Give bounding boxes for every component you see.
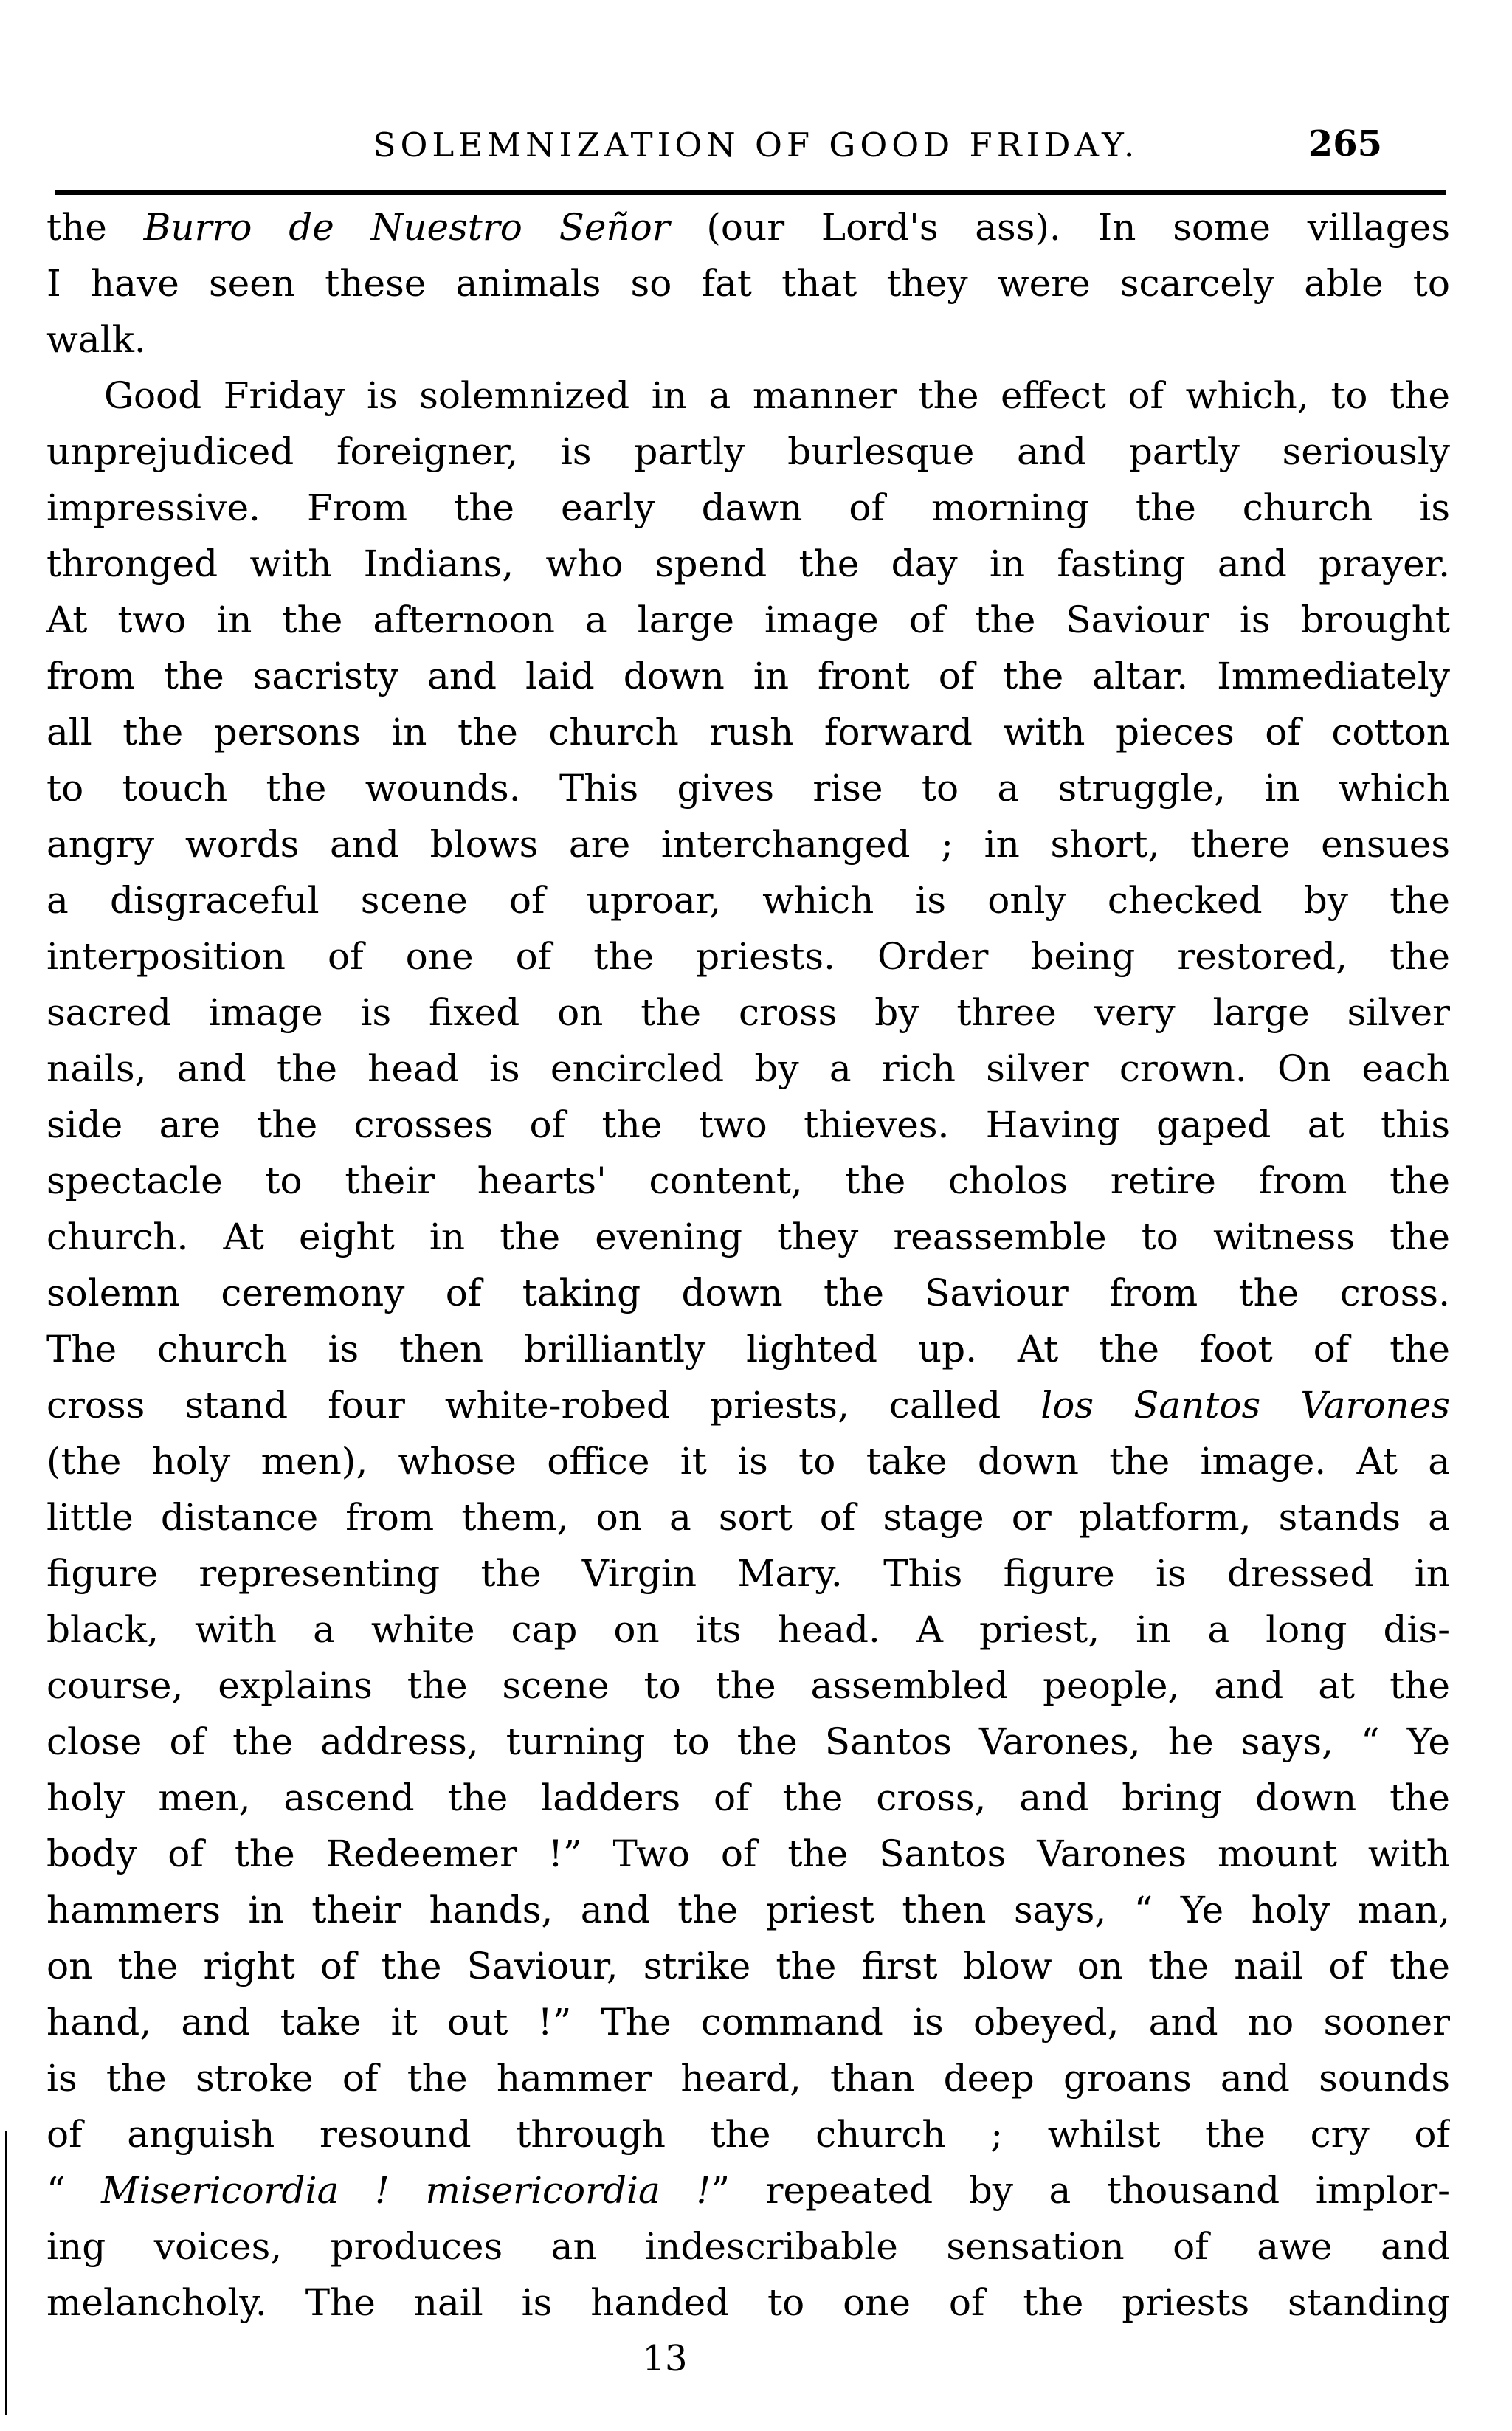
text-segment: from the sacristy and laid down in front of the altar. Immediately xyxy=(46,655,1450,697)
text-line xyxy=(46,1601,1450,1658)
text-segment: Good Friday is solemnized in a manner the effect of which, to the xyxy=(104,374,1450,417)
text-segment: interposition of one of the priests. Order being restored, the xyxy=(46,935,1450,978)
text-line xyxy=(46,368,1450,424)
text-line xyxy=(46,1938,1450,1994)
text-line xyxy=(46,592,1450,648)
text-segment: nails, and the head is encircled by a rich silver crown. On each xyxy=(46,1047,1450,1090)
text-line xyxy=(46,704,1450,760)
text-segment: figure representing the Virgin Mary. This figure is dressed in xyxy=(46,1552,1450,1595)
text-segment: to touch the wounds. This gives rise to a struggle, in which xyxy=(46,767,1450,810)
italic-text: los Santos Varones xyxy=(1040,1384,1450,1427)
text-segment: The church is then brilliantly lighted up. At the foot of the xyxy=(46,1328,1450,1370)
text-line xyxy=(46,648,1450,704)
page-number: 265 xyxy=(1308,123,1382,165)
page-body xyxy=(46,199,1450,2331)
text-segment: unprejudiced foreigner, is partly burlesque and partly seriously xyxy=(46,430,1450,473)
text-line xyxy=(46,199,1450,255)
text-line xyxy=(46,2218,1450,2275)
text-line xyxy=(46,536,1450,592)
text-segment: on the right of the Saviour, strike the first blow on the nail of the xyxy=(46,1945,1450,1987)
text-line xyxy=(46,872,1450,928)
text-line xyxy=(46,1770,1450,1826)
text-line xyxy=(46,1041,1450,1097)
text-segment: holy men, ascend the ladders of the cross, and bring down the xyxy=(46,1776,1450,1819)
text-line xyxy=(46,1714,1450,1770)
text-line xyxy=(46,760,1450,816)
text-segment: hammers in their hands, and the priest then says, “ Ye holy man, xyxy=(46,1889,1450,1931)
text-segment: cross stand four white-robed priests, called xyxy=(46,1384,1041,1427)
text-segment: body of the Redeemer !” Two of the Santos Varones mount with xyxy=(46,1832,1450,1875)
text-segment: is the stroke of the hammer heard, than deep groans and sounds xyxy=(46,2057,1450,2100)
text-segment: At two in the afternoon a large image of the Saviour is brought xyxy=(46,599,1450,641)
text-segment: I have seen these animals so fat that they were scarcely able to xyxy=(46,262,1450,305)
header-rule xyxy=(55,190,1446,195)
text-line xyxy=(46,1153,1450,1209)
text-segment: of anguish resound through the church ; whilst the cry of xyxy=(46,2113,1450,2156)
italic-text: Burro de Nuestro Señor xyxy=(143,206,670,249)
text-segment: black, with a white cap on its head. A priest, in a long dis- xyxy=(46,1608,1450,1651)
text-line xyxy=(46,311,1450,368)
text-segment: little distance from them, on a sort of stage or platform, stands a xyxy=(46,1496,1450,1539)
text-line xyxy=(46,985,1450,1041)
text-segment: sacred image is fixed on the cross by three very large silver xyxy=(46,991,1450,1034)
text-line xyxy=(46,1545,1450,1601)
text-line xyxy=(46,424,1450,480)
text-segment: melancholy. The nail is handed to one of the priests standing xyxy=(46,2281,1450,2324)
text-segment: church. At eight in the evening they reassemble to witness the xyxy=(46,1216,1450,1258)
text-segment: all the persons in the church rush forward with pieces of cotton xyxy=(46,711,1450,754)
signature-mark: 13 xyxy=(642,2338,688,2379)
text-segment: side are the crosses of the two thieves. Having gaped at this xyxy=(46,1103,1450,1146)
text-segment: walk. xyxy=(46,318,146,361)
scan-artifact-line xyxy=(5,2131,7,2415)
text-line xyxy=(46,816,1450,872)
text-line xyxy=(46,1209,1450,1265)
text-line xyxy=(46,1321,1450,1377)
text-line xyxy=(46,2162,1450,2218)
text-segment: thronged with Indians, who spend the day in fasting and prayer. xyxy=(46,542,1450,585)
text-segment: (our Lord's ass). In some villages xyxy=(669,206,1450,249)
running-header-title: SOLEMNIZATION OF GOOD FRIDAY. xyxy=(373,125,1139,165)
text-line xyxy=(46,480,1450,536)
text-line xyxy=(46,1433,1450,1489)
text-line xyxy=(46,1882,1450,1938)
text-line xyxy=(46,1097,1450,1153)
text-segment: a disgraceful scene of uproar, which is only checked by the xyxy=(46,879,1450,922)
text-line xyxy=(46,1265,1450,1321)
text-line xyxy=(46,1826,1450,1882)
text-segment: “ xyxy=(46,2169,102,2212)
text-line xyxy=(46,1994,1450,2050)
text-line xyxy=(46,2050,1450,2106)
text-line xyxy=(46,255,1450,311)
italic-text: Misericordia ! misericordia ! xyxy=(101,2169,711,2212)
text-segment: course, explains the scene to the assembled people, and at the xyxy=(46,1664,1450,1707)
text-segment: close of the address, turning to the Santos Varones, he says, “ Ye xyxy=(46,1720,1450,1763)
text-segment: hand, and take it out !” The command is obeyed, and no sooner xyxy=(46,2001,1450,2044)
text-line xyxy=(46,1377,1450,1433)
text-segment: ” repeated by a thousand implor- xyxy=(711,2169,1450,2212)
text-line xyxy=(46,1658,1450,1714)
text-segment: angry words and blows are interchanged ; in short, there ensues xyxy=(46,823,1450,866)
text-segment: spectacle to their hearts' content, the cholos retire from the xyxy=(46,1159,1450,1202)
text-line xyxy=(46,928,1450,985)
text-segment: the xyxy=(46,206,144,249)
text-segment: impressive. From the early dawn of morning the church is xyxy=(46,486,1450,529)
text-line xyxy=(46,2106,1450,2162)
text-segment: ing voices, produces an indescribable sensation of awe and xyxy=(46,2225,1450,2268)
text-segment: solemn ceremony of taking down the Saviour from the cross. xyxy=(46,1272,1450,1314)
text-segment: (the holy men), whose office it is to take down the image. At a xyxy=(46,1440,1450,1483)
text-line xyxy=(46,2275,1450,2331)
text-line xyxy=(46,1489,1450,1545)
